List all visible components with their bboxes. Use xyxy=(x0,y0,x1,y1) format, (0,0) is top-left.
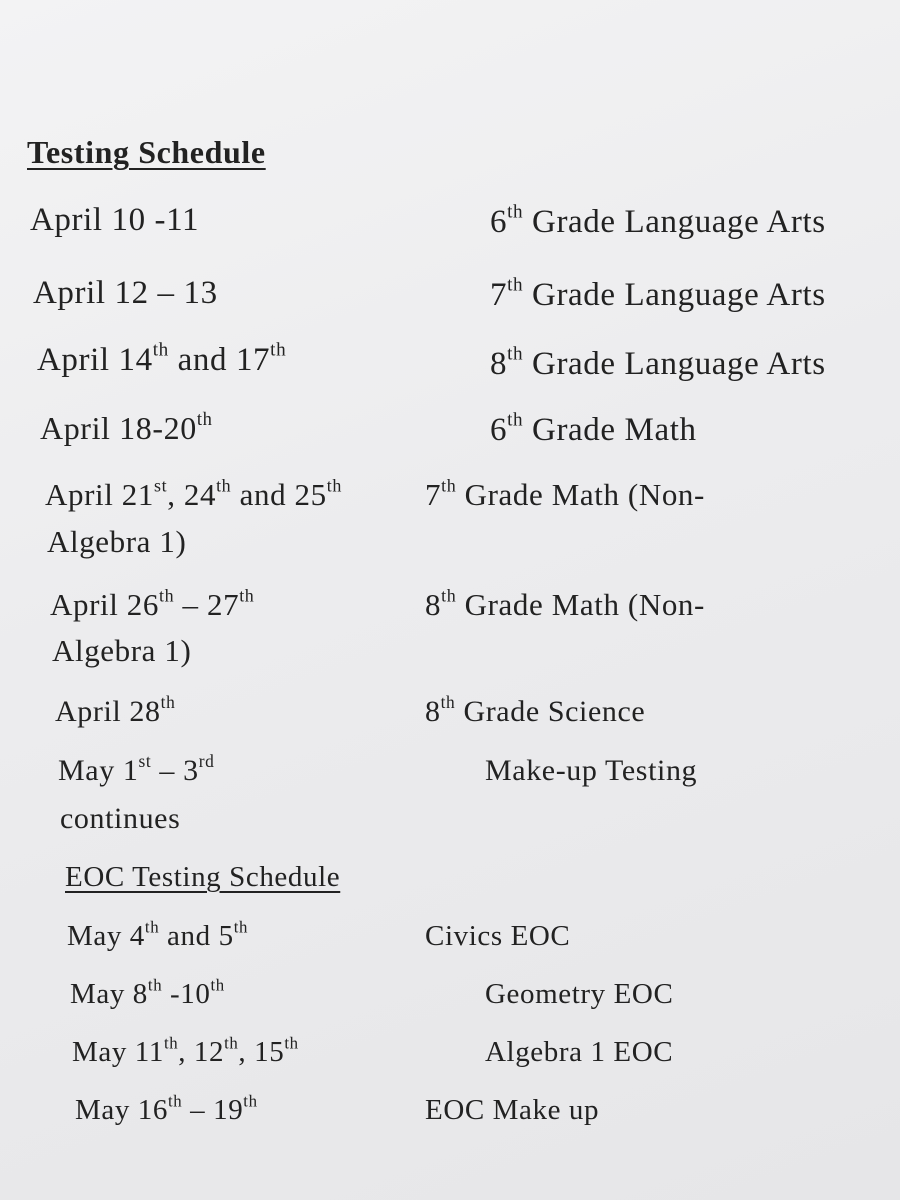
ordinal-suffix: th xyxy=(160,691,176,712)
text-segment: 7 xyxy=(425,477,442,512)
ordinal-suffix: th xyxy=(440,691,456,712)
text-segment: and 25 xyxy=(231,477,327,512)
eoc-row-4-subject xyxy=(425,1096,599,1125)
text-segment: 6 xyxy=(490,204,508,240)
text-segment: Grade Language Arts xyxy=(523,346,826,382)
row-1-subject xyxy=(490,201,826,240)
ordinal-suffix: th xyxy=(441,585,457,606)
ordinal-suffix: st xyxy=(138,750,152,771)
row-8-date xyxy=(58,750,215,787)
text-segment: April 21 xyxy=(45,477,154,512)
ordinal-suffix: th xyxy=(507,201,524,223)
text-segment: April 10 -11 xyxy=(30,202,200,238)
row-7-subject xyxy=(425,691,646,728)
text-segment: Grade Language Arts xyxy=(523,204,826,240)
ordinal-suffix: th xyxy=(507,343,524,365)
text-segment: Grade Math (Non- xyxy=(456,587,705,622)
ordinal-suffix: th xyxy=(441,475,457,496)
ordinal-suffix: th xyxy=(326,475,342,496)
ordinal-suffix: th xyxy=(144,917,160,937)
text-segment: Grade Math (Non- xyxy=(456,477,705,512)
text-segment: and 5 xyxy=(159,920,234,952)
text-segment: , 24 xyxy=(167,477,217,512)
text-segment: Geometry EOC xyxy=(485,978,674,1010)
text-segment: Grade Language Arts xyxy=(523,277,826,313)
text-segment: – 27 xyxy=(174,587,240,622)
text-segment: April 18-20 xyxy=(40,410,197,446)
eoc-row-3-date xyxy=(72,1033,299,1068)
row-3-subject xyxy=(490,343,826,382)
ordinal-suffix: th xyxy=(159,585,175,606)
row-6-date xyxy=(50,585,255,622)
text-segment: -10 xyxy=(162,978,211,1010)
text-segment: May 1 xyxy=(58,754,139,787)
row-4-subject xyxy=(490,409,697,448)
row-3-date xyxy=(37,339,287,378)
text-segment: Make-up Testing xyxy=(485,754,698,787)
ordinal-suffix: th xyxy=(233,917,248,937)
text-segment: April 14 xyxy=(37,342,153,378)
ordinal-suffix: th xyxy=(216,475,232,496)
text-segment: and 17 xyxy=(168,342,271,378)
text-segment: April 26 xyxy=(50,587,159,622)
row-5-subject xyxy=(425,475,705,512)
row-5-date xyxy=(45,475,342,512)
row-5-date-line2: Algebra 1) xyxy=(47,524,187,559)
text-segment: 8 xyxy=(425,587,442,622)
text-segment: 6 xyxy=(490,412,508,448)
eoc-row-1-subject xyxy=(425,922,570,951)
text-segment: May 11 xyxy=(72,1036,164,1068)
ordinal-suffix: th xyxy=(196,409,213,431)
ordinal-suffix: th xyxy=(210,975,225,995)
text-segment: EOC Make up xyxy=(425,1094,600,1126)
row-8-date-line2: continues xyxy=(60,802,181,835)
ordinal-suffix: th xyxy=(168,1091,183,1111)
row-6-date-line2: Algebra 1) xyxy=(52,633,192,668)
ordinal-suffix: th xyxy=(243,1091,258,1111)
text-segment: 8 xyxy=(425,695,441,728)
eoc-row-3-subject xyxy=(485,1038,673,1067)
text-segment: , 15 xyxy=(238,1036,285,1068)
row-7-date xyxy=(55,691,176,728)
row-2-subject xyxy=(490,274,826,313)
ordinal-suffix: th xyxy=(270,339,287,361)
row-4-date xyxy=(40,409,213,446)
text-segment: 8 xyxy=(490,346,508,382)
eoc-section-title: EOC Testing Schedule xyxy=(65,861,341,893)
text-segment: Grade Math xyxy=(523,412,697,448)
text-segment: Algebra 1 EOC xyxy=(485,1036,674,1068)
row-2-date xyxy=(33,277,218,310)
eoc-row-1-date xyxy=(67,917,248,952)
eoc-row-2-date xyxy=(70,975,225,1010)
text-segment: Civics EOC xyxy=(425,920,571,952)
ordinal-suffix: rd xyxy=(198,750,215,771)
ordinal-suffix: th xyxy=(147,975,163,995)
text-segment: April 12 – 13 xyxy=(33,275,218,311)
text-segment: May 4 xyxy=(67,920,145,952)
text-segment: April 28 xyxy=(55,695,161,728)
ordinal-suffix: th xyxy=(224,1033,239,1053)
row-1-date xyxy=(30,204,199,237)
ordinal-suffix: th xyxy=(507,409,524,431)
ordinal-suffix: th xyxy=(163,1033,179,1053)
row-6-subject xyxy=(425,585,705,622)
text-segment: – 3 xyxy=(151,754,199,787)
eoc-row-2-subject xyxy=(485,980,673,1009)
page-title: Testing Schedule xyxy=(27,134,266,170)
ordinal-suffix: th xyxy=(284,1033,299,1053)
eoc-row-4-date xyxy=(75,1091,258,1126)
text-segment: Grade Science xyxy=(455,695,646,728)
text-segment: May 16 xyxy=(75,1094,169,1126)
row-8-subject xyxy=(485,756,697,786)
text-segment: , 12 xyxy=(178,1036,225,1068)
ordinal-suffix: th xyxy=(239,585,255,606)
ordinal-suffix: th xyxy=(152,339,169,361)
text-segment: – 19 xyxy=(182,1094,244,1126)
ordinal-suffix: st xyxy=(154,475,168,496)
ordinal-suffix: th xyxy=(507,274,524,296)
text-segment: 7 xyxy=(490,277,508,313)
text-segment: May 8 xyxy=(70,978,148,1010)
